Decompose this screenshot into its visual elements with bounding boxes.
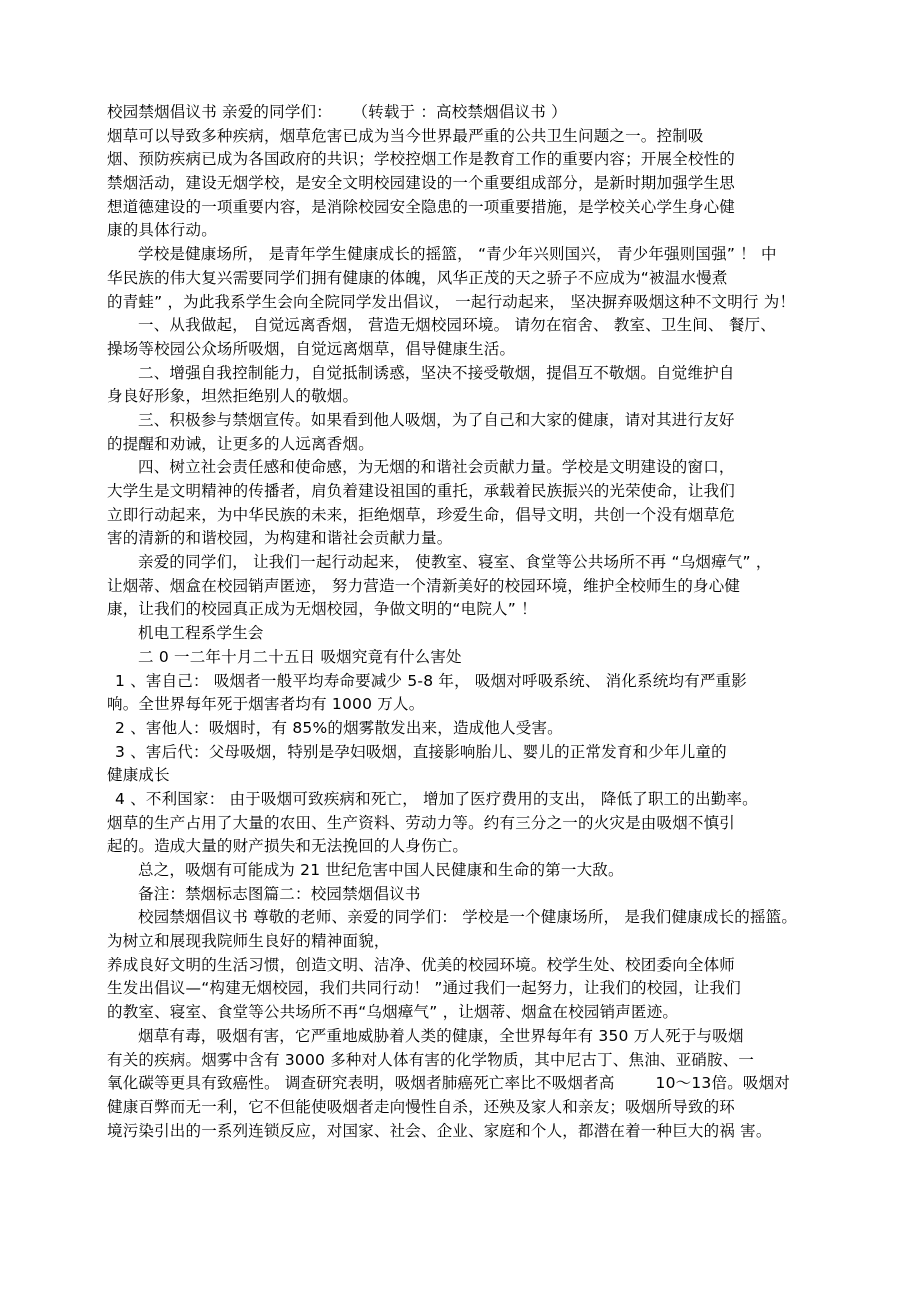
text-line: 四、树立社会责任感和使命感，为无烟的和谐社会贡献力量。学校是文明建设的窗口，: [138, 458, 735, 477]
list-item: 3 、害后代：父母吸烟，特别是孕妇吸烟，直接影响胎儿、婴儿的正常发育和少年儿童的: [115, 742, 727, 761]
text-line: 总之，吸烟有可能成为 21 世纪危害中国人民健康和生命的第一大敌。: [138, 861, 624, 879]
text-line: 立即行动起来，为中华民族的未来，拒绝烟草，珍爱生命，倡导文明，共创一个没有烟草危: [107, 505, 736, 524]
text-line: 害的清新的和谐校园，为构建和谐社会贡献力量。: [107, 529, 453, 548]
text-line: 烟草可以导致多种疾病，烟草危害已成为当今世界最严重的公共卫生问题之一。控制吸: [107, 126, 704, 145]
text-line: 的教室、寝室、食堂等公共场所不再“乌烟瘴气” ，让烟蒂、烟盒在校园销声匿迹。: [107, 1003, 679, 1022]
text-line: 二、增强自我控制能力，自觉抵制诱惑，坚决不接受敬烟，提倡互不敬烟。自觉维护自: [138, 363, 735, 382]
text-line: 三、积极参与禁烟宣传。如果看到他人吸烟，为了自己和大家的健康，请对其进行友好: [138, 410, 735, 429]
text-line: 校园禁烟倡议书 尊敬的老师、亲爱的同学们： 学校是一个健康场所， 是我们健康成长的摇篮。: [138, 908, 798, 927]
text-line: 养成良好文明的生活习惯，创造文明、洁净、优美的校园环境。校学生处、校团委向全体师: [107, 955, 736, 974]
list-item: 4 、不利国家： 由于吸烟可致疾病和死亡， 增加了医疗费用的支出， 降低了职工的出勤率。: [115, 789, 758, 808]
date-line: 二 0 一二年十月二十五日 吸烟究竟有什么害处: [138, 647, 462, 666]
text-line: 的青蛙” ，为此我系学生会向全院同学发出倡议， 一起行动起来， 坚决摒弃吸烟这种不文明行 为！: [107, 292, 796, 311]
text-line: 想道德建设的一项重要内容，是消除校园安全隐患的一项重要措施，是学校关心学生身心健: [107, 197, 736, 216]
text-line: 华民族的伟大复兴需要同学们拥有健康的体魄，风华正茂的天之骄子不应成为“被温水慢煮: [107, 268, 728, 287]
text-line: 禁烟活动，建设无烟学校，是安全文明校园建设的一个重要组成部分，是新时期加强学生思: [107, 174, 736, 193]
text-line: 烟草的生产占用了大量的农田、生产资料、劳动力等。约有三分之一的火灾是由吸烟不慎引: [107, 813, 736, 832]
text-line: 的提醒和劝诫，让更多的人远离香烟。: [107, 434, 374, 453]
note-line: 备注：禁烟标志图篇二：校园禁烟倡议书: [138, 884, 421, 903]
text-line: 一、从我做起， 自觉远离香烟， 营造无烟校园环境。 请勿在宿舍、 教室、卫生间、 餐厅、: [138, 316, 776, 335]
text-line: 让烟蒂、烟盒在校园销声匿迹， 努力营造一个清新美好的校园环境，维护全校师生的身心健: [107, 576, 741, 595]
text-line: 境污染引出的一系列连锁反应，对国家、社会、企业、家庭和个人，都潜在着一种巨大的祸 害。: [107, 1121, 772, 1140]
text-line: 身良好形象，坦然拒绝别人的敬烟。: [107, 387, 359, 406]
text-line: 烟草有毒，吸烟有害，它严重地威胁着人类的健康，全世界每年有 350 万人死于与吸烟: [138, 1026, 744, 1045]
text-line: 为树立和展现我院师生良好的精神面貌，: [107, 932, 390, 951]
text-line: 康，让我们的校园真正成为无烟校园，争做文明的“电院人” ！: [107, 600, 537, 619]
text-line: 健康成长: [107, 766, 170, 785]
text-line: 起的。造成大量的财产损失和无法挽回的人身伤亡。: [107, 837, 469, 856]
text-line: 氧化碳等更具有致癌性。 调查研究表明，吸烟者肺癌死亡率比不吸烟者高 10～13倍。吸烟对: [107, 1074, 790, 1093]
text-line: 响。全世界每年死于烟害者均有 1000 万人。: [107, 695, 425, 714]
text-line: 健康百弊而无一利，它不但能使吸烟者走向慢性自杀，还殃及家人和亲友；吸烟所导致的环: [107, 1097, 736, 1116]
text-line: 生发出倡议—“构建无烟校园，我们共同行动！ ”通过我们一起努力，让我们的校园，让我们: [107, 979, 741, 998]
signature-line: 机电工程系学生会: [138, 624, 264, 643]
text-line: 操场等校园公众场所吸烟，自觉远离烟草，倡导健康生活。: [107, 339, 516, 358]
text-line: 有关的疾病。烟雾中含有 3000 多种对人体有害的化学物质，其中尼古丁、焦油、亚硝胺、一: [107, 1050, 755, 1069]
text-line: 烟、预防疾病已成为各国政府的共识；学校控烟工作是教育工作的重要内容；开展全校性的: [107, 150, 736, 169]
text-line: 康的具体行动。: [107, 221, 217, 240]
list-item: 1 、害自己： 吸烟者一般平均寿命要减少 5-8 年， 吸烟对呼吸系统、 消化系统均有严重影: [115, 671, 747, 690]
text-line: 亲爱的同学们， 让我们一起行动起来， 使教室、寝室、食堂等公共场所不再 “乌烟瘴气” ，: [138, 553, 772, 572]
text-line: 学校是健康场所， 是青年学生健康成长的摇篮， “青少年兴则国兴， 青少年强则国强” ！ 中: [138, 245, 777, 264]
text-line: 校园禁烟倡议书 亲爱的同学们： （转载于 ：高校禁烟倡议书 ）: [107, 103, 567, 121]
list-item: 2 、害他人：吸烟时，有 85%的烟雾散发出来，造成他人受害。: [115, 718, 563, 737]
text-line: 大学生是文明精神的传播者，肩负着建设祖国的重托，承载着民族振兴的光荣使命，让我们: [107, 482, 736, 500]
